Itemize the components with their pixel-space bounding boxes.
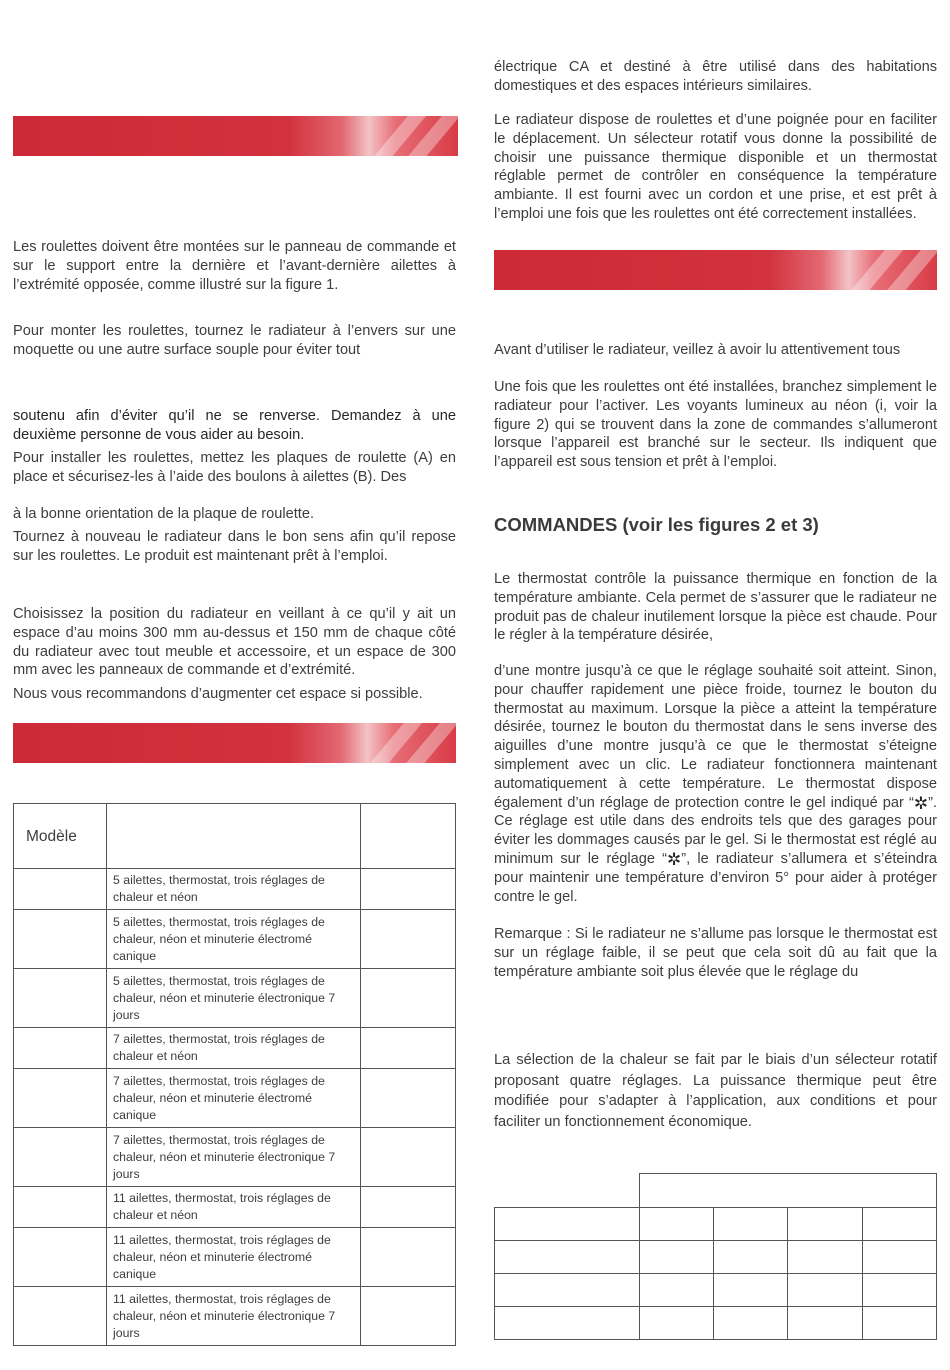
controls-heading: COMMANDES (voir les figures 2 et 3)	[494, 514, 819, 535]
model-description: 11 ailettes, thermostat, trois réglages de chaleur et néon	[107, 1187, 361, 1228]
table-header-empty	[107, 804, 361, 869]
thermostat-paragraph-2: d’une montre jusqu’à ce que le réglage souhaité soit atteint. Sinon, pour chauffer rapidement une pièce froide, tournez le bouton du thermostat au maximum. Lorsque la pièce a atteint la température désirée, tournez le bouton du thermostat dans le sens inverse des aiguilles d’une montre jusqu’à ce que le thermostat s’éteigne simplement avec un clic. Le radiateur fonctionnera maintenant automatiquement à cette température. Le thermostat dispose également d’un réglage de protection contre le gel indiqué par “✲”. Ce réglage est utile dans des endroits tels que des garages pour éviter les dommages causés par le gel. Si le thermostat est réglé au minimum sur le réglage “✲”, le radiateur s’allumera et s’éteindra pour maintenir une température d’environ 5° pour aider à protéger contre le gel.	[494, 663, 937, 905]
table-row	[14, 1069, 456, 1128]
snowflake-icon: ✲	[913, 793, 929, 813]
table-row	[495, 1174, 937, 1208]
model-description: 5 ailettes, thermostat, trois réglages de chaleur, néon et minuterie électromé canique	[107, 910, 361, 969]
table-row	[14, 1028, 456, 1069]
intro-paragraph-1: électrique CA et destiné à être utilisé dans des habitations domestiques et des espaces intérieurs similaires.	[494, 59, 937, 94]
table-row	[14, 910, 456, 969]
table-row	[495, 1307, 937, 1340]
table-header-empty	[361, 804, 456, 869]
models-table	[13, 803, 456, 1346]
table-row	[14, 869, 456, 910]
table-row	[495, 1208, 937, 1241]
heat-selection-paragraph: La sélection de la chaleur se fait par le biais d’un sélecteur rotatif proposant quatre réglages. La puissance thermique peut être modifiée pour s’adapter à l’application, aux conditions et pour faciliter un fonctionnement économique.	[494, 1052, 937, 1130]
position-paragraph-1: Choisissez la position du radiateur en veillant à ce qu’il y ait un espace d’au moins 300 mm au-dessus et 150 mm de chaque côté du radiateur avec tout meuble et accessoire, et un espace de 300 mm avec les panneaux de commande et d’extrémité.	[13, 606, 456, 679]
model-header-cell: Modèle	[14, 804, 107, 869]
thermostat-paragraph-1: Le thermostat contrôle la puissance thermique en fonction de la température ambiante. Cela permet de s’assurer que le radiateur ne produit pas de chaleur inutilement lorsque la pièce est chaude. Pour le régler à la température désirée,	[494, 571, 937, 644]
table-row	[14, 969, 456, 1028]
model-description: 5 ailettes, thermostat, trois réglages de chaleur et néon	[107, 869, 361, 910]
wheels-paragraph-3: soutenu afin d’éviter qu’il ne se renverse. Demandez à une deuxième personne de vous aider au besoin.	[13, 408, 456, 443]
thermostat-note: Remarque : Si le radiateur ne s’allume pas lorsque le thermostat est sur un réglage faible, il se peut que cela soit dû au fait que la température ambiante soit plus élevée que le réglage du	[494, 926, 937, 980]
wheels-paragraph-4: Pour installer les roulettes, mettez les plaques de roulette (A) en place et sécurisez-les à l’aide des boulons à ailettes (B). Des	[13, 450, 456, 485]
position-paragraph-2: Nous vous recommandons d’augmenter cet espace si possible.	[13, 686, 423, 702]
model-description: 11 ailettes, thermostat, trois réglages de chaleur, néon et minuterie électromé canique	[107, 1228, 361, 1287]
table-row	[14, 1287, 456, 1346]
table-row	[14, 1228, 456, 1287]
wheels-paragraph-1: Les roulettes doivent être montées sur le panneau de commande et sur le support entre la dernière et l’avant-dernière ailettes à l’extrémité opposée, comme illustré sur la figure 1.	[13, 239, 456, 293]
table-row	[14, 1128, 456, 1187]
model-description: 7 ailettes, thermostat, trois réglages de chaleur, néon et minuterie électronique 7 jours	[107, 1128, 361, 1187]
table-row	[495, 1241, 937, 1274]
snowflake-icon: ✲	[667, 849, 682, 869]
wheels-paragraph-6: Tournez à nouveau le radiateur dans le bon sens afin qu’il repose sur les roulettes. Le produit est maintenant prêt à l’emploi.	[13, 529, 456, 564]
heat-settings-table	[494, 1173, 937, 1340]
table-row	[14, 1187, 456, 1228]
model-description: 7 ailettes, thermostat, trois réglages de chaleur, néon et minuterie électromé canique	[107, 1069, 361, 1128]
section-banner-left-1	[13, 116, 458, 156]
usage-paragraph-2: Une fois que les roulettes ont été installées, branchez simplement le radiateur pour l’activer. Les voyants lumineux au néon (i, voir la figure 2) qui se trouvent dans la zone de commandes s’allumeront lorsque l’appareil est branché sur le secteur. Ils indiquent que l’appareil est sous tension et prêt à l’emploi.	[494, 379, 937, 471]
model-description: 7 ailettes, thermostat, trois réglages de chaleur et néon	[107, 1028, 361, 1069]
intro-paragraph-2: Le radiateur dispose de roulettes et d’une poignée pour en faciliter le déplacement. Un sélecteur rotatif vous donne la possibilité de choisir une puissance thermique disponible et un thermostat réglable permet de contrôler en conséquence la température ambiante. Il est fourni avec un cordon et une prise, et est prêt à l’emploi une fois que les roulettes ont été correctement installées.	[494, 112, 937, 222]
usage-paragraph-1: Avant d’utiliser le radiateur, veillez à avoir lu attentivement tous	[494, 342, 901, 358]
table-header-row	[14, 804, 456, 869]
wheels-paragraph-2: Pour monter les roulettes, tournez le radiateur à l’envers sur une moquette ou une autre surface souple pour éviter tout	[13, 323, 456, 358]
table-row	[495, 1274, 937, 1307]
wheels-paragraph-5: à la bonne orientation de la plaque de roulette.	[13, 506, 315, 522]
model-description: 5 ailettes, thermostat, trois réglages de chaleur, néon et minuterie électronique 7 jours	[107, 969, 361, 1028]
model-description: 11 ailettes, thermostat, trois réglages de chaleur, néon et minuterie électronique 7 jours	[107, 1287, 361, 1346]
section-banner-right	[494, 250, 937, 290]
section-banner-left-2	[13, 723, 456, 763]
